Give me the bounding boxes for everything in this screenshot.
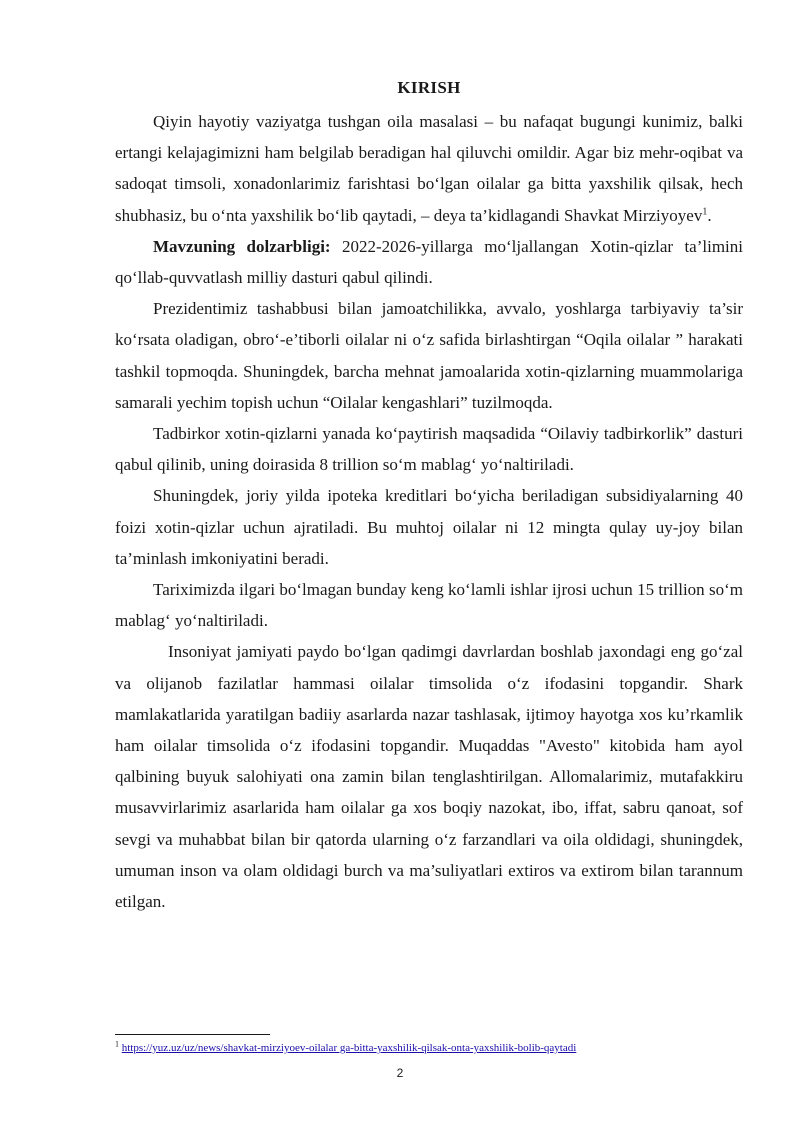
paragraph-president-initiative: Prezidentimiz tashabbusi bilan jamoatchilikka, avvalo, yoshlarga tarbiyaviy ta’sir ko‘rsata oladigan, obro‘-e’tiborli oilalar ni o‘z safida birlashtirgan “Oqila oilalar ” harakati tashkil topmoqda. Shuningdek, barcha mehnat jamoalarida xotin-qizlarning muammolariga samarali yechim topish uchun “Oilalar kengashlari” tuzilmoqda. [115, 299, 743, 412]
paragraph-family-business: Tadbirkor xotin-qizlarni yanada ko‘paytirish maqsadida “Oilaviy tadbirkorlik” dasturi qabul qilinib, uning doirasida 8 trillion so‘m mablag‘ yo‘naltiriladi. [115, 424, 743, 475]
paragraph-intro-quote [115, 106, 743, 231]
footnote-number: 1 [115, 1039, 119, 1049]
page-number: 2 [396, 1066, 404, 1080]
body-text [115, 106, 743, 917]
footnote-separator [115, 1034, 270, 1035]
paragraph-tail: . [707, 205, 712, 225]
footnote-link[interactable]: https://yuz.uz/uz/news/shavkat-mirziyoev-oilalar ga-bitta-yaxshilik-qilsak-onta-yaxshilik-bolib-qaytadi [121, 1042, 577, 1054]
footnote-reference[interactable]: 1 [702, 205, 708, 217]
paragraph-relevance [115, 231, 743, 293]
paragraph-funding: Tariximizda ilgari bo‘lmagan bunday keng ko‘lamli ishlar ijrosi uchun 15 trillion so‘m mablag‘ yo‘naltiriladi. [115, 580, 743, 631]
paragraph-mortgage-subsidies: Shuningdek, joriy yilda ipoteka kreditlari bo‘yicha beriladigan subsidiyalarning 40 foizi xotin-qizlar uchun ajratiladi. Bu muhtoj oilalar ni 12 mingta qulay uy-joy bilan ta’minlash imkoniyatini beradi. [115, 486, 743, 568]
paragraph-text: 2022-2026-yillarga mo‘ljallangan Xotin-qizlar ta’limini qo‘llab-quvvatlash milliy dasturi qabul qilindi. [115, 236, 743, 288]
relevance-label: Mavzuning dolzarbligi: [153, 236, 331, 256]
paragraph-history: Insoniyat jamiyati paydo bo‘lgan qadimgi davrlardan boshlab jaxondagi eng go‘zal va olijanob fazilatlar hammasi oilalar timsolida o‘z ifodasini topgandir. Shark mamlakatlarida yaratilgan badiiy asarlarda nazar tashlasak, ijtimoy hayotga xos ku’rkamlik ham oilalar timsolida o‘z ifodasini topgandir. Muqaddas "Avesto" kitobida ham ayol qalbining buyuk salohiyati ona zamin bilan tenglashtirilgan. Allomalarimiz, mutafakkiru musavvirlarimiz asarlarida ham oilalar ga xos boqiy nazokat, ibo, iffat, sabru qanoat, sof sevgi va muhabbat bilan bir qatorda ularning o‘z farzandlari va oila oldidagi, shuningdek, umuman inson va olam oldidagi burch va ma’suliyatlari extiros va extirom bilan tarannum etilgan. [115, 642, 743, 912]
section-heading: KIRISH [397, 78, 461, 97]
paragraph-text: Qiyin hayotiy vaziyatga tushgan oila masalasi – bu nafaqat bugungi kunimiz, balki ertangi kelajagimizni ham belgilab beradigan hal qiluvchi omildir. Agar biz mehr-oqibat va sadoqat timsoli, xonadonlarimiz farishtasi bo‘lgan oilalar ga bitta yaxshilik qilsak, hech shubhasiz, bu o‘nta yaxshilik bo‘lib qaytadi, – deya ta’kidlagandi Shavkat Mirziyoyev [115, 112, 743, 225]
footnote [115, 1040, 576, 1056]
